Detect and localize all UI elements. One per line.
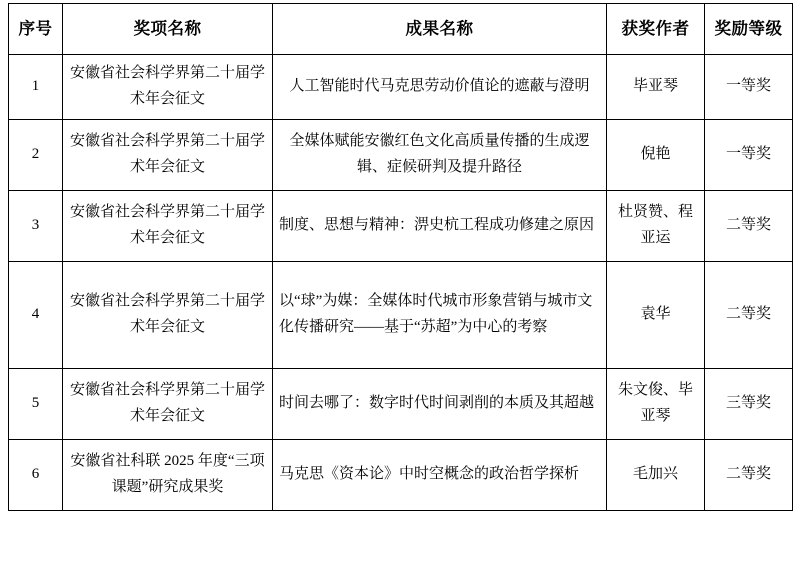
cell-author: 杜贤赞、程亚运 [607,191,705,262]
column-header-prize-name: 奖项名称 [63,4,273,55]
cell-achievement-name: 人工智能时代马克思劳动价值论的遮蔽与澄明 [273,55,607,120]
cell-prize-name: 安徽省社会科学界第二十届学术年会征文 [63,369,273,440]
cell-award-level: 三等奖 [705,369,793,440]
cell-achievement-name: 制度、思想与精神：淠史杭工程成功修建之原因 [273,191,607,262]
cell-achievement-name: 时间去哪了：数字时代时间剥削的本质及其超越 [273,369,607,440]
column-header-achievement-name: 成果名称 [273,4,607,55]
cell-achievement-name: 马克思《资本论》中时空概念的政治哲学探析 [273,440,607,511]
table-row [9,440,793,511]
cell-achievement-name: 全媒体赋能安徽红色文化高质量传播的生成逻辑、症候研判及提升路径 [273,120,607,191]
award-results-table [8,3,793,511]
document-page [0,3,800,574]
cell-seq: 3 [9,191,63,262]
cell-author: 毛加兴 [607,440,705,511]
cell-seq: 4 [9,262,63,369]
cell-author: 毕亚琴 [607,55,705,120]
cell-seq: 5 [9,369,63,440]
cell-prize-name: 安徽省社会科学界第二十届学术年会征文 [63,191,273,262]
cell-author: 朱文俊、毕亚琴 [607,369,705,440]
cell-award-level: 二等奖 [705,262,793,369]
table-row [9,55,793,120]
table-row [9,120,793,191]
table-row [9,369,793,440]
column-header-seq: 序号 [9,4,63,55]
cell-award-level: 一等奖 [705,120,793,191]
cell-seq: 1 [9,55,63,120]
table-row [9,191,793,262]
cell-award-level: 二等奖 [705,191,793,262]
column-header-award-level: 奖励等级 [705,4,793,55]
table-header-row [9,4,793,55]
cell-achievement-name: 以“球”为媒：全媒体时代城市形象营销与城市文化传播研究——基于“苏超”为中心的考察 [273,262,607,369]
cell-seq: 2 [9,120,63,191]
cell-seq: 6 [9,440,63,511]
cell-prize-name: 安徽省社会科学界第二十届学术年会征文 [63,120,273,191]
cell-prize-name: 安徽省社会科学界第二十届学术年会征文 [63,262,273,369]
cell-author: 袁华 [607,262,705,369]
cell-prize-name: 安徽省社会科学界第二十届学术年会征文 [63,55,273,120]
cell-award-level: 二等奖 [705,440,793,511]
column-header-author: 获奖作者 [607,4,705,55]
cell-award-level: 一等奖 [705,55,793,120]
cell-author: 倪艳 [607,120,705,191]
cell-prize-name: 安徽省社科联 2025 年度“三项课题”研究成果奖 [63,440,273,511]
table-row [9,262,793,369]
